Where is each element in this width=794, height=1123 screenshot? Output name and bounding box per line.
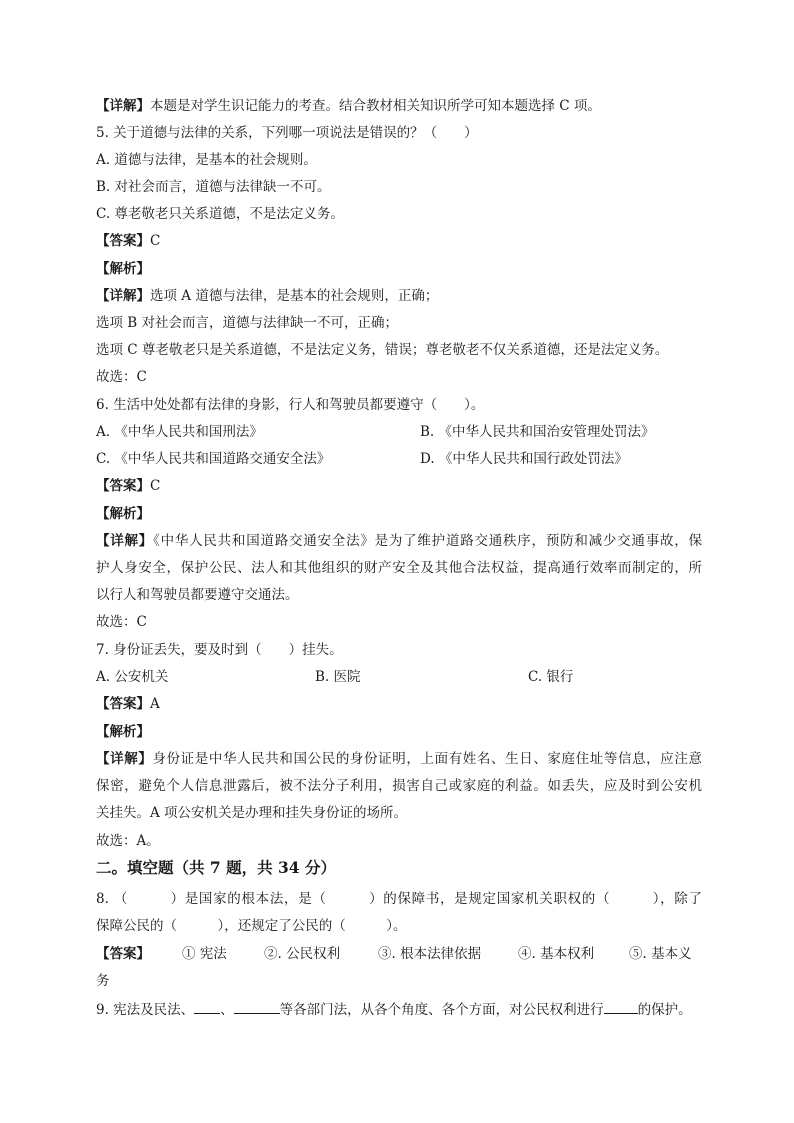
- q9-blank-3[interactable]: [604, 1000, 638, 1014]
- q6-answer: 【答案】C: [96, 478, 161, 494]
- q8-answer-2: ②. 公民权利: [264, 946, 341, 962]
- q6-option-b: B. 《中华人民共和国治安管理处罚法》: [420, 424, 655, 440]
- q5-answer: 【答案】C: [96, 233, 161, 249]
- q7-option-c: C. 银行: [528, 669, 574, 685]
- q5-detail-1: 【详解】选项 A 道德与法律，是基本的社会规则，正确；: [96, 288, 439, 304]
- q9-stem: 9. 宪法及民法、 、 等各部门法，从各个角度、各个方面，对公民权利进行 的保护。: [96, 1002, 692, 1018]
- q5-option-c: C. 尊老敬老只关系道德，不是法定义务。: [96, 206, 344, 222]
- q4-detail: 【详解】本题是对学生识记能力的考查。结合教材相关知识所学可知本题选择 C 项。: [96, 98, 601, 114]
- q8-answer-4: ④. 基本权利: [518, 946, 595, 962]
- q5-analysis-label: 【解析】: [96, 261, 150, 277]
- q8-stem-1: 8. （ ）是国家的根本法，是（ ）的保障书，是规定国家机关职权的（ ），除了: [96, 891, 702, 907]
- q5-option-a: A. 道德与法律，是基本的社会规则。: [96, 152, 317, 168]
- q7-detail-3: 关挂失。A 项公安机关是办理和挂失身份证的场所。: [96, 805, 408, 821]
- q8-answer: 【答案】 ① 宪法 ②. 公民权利 ③. 根本法律依据 ④. 基本权利 ⑤. 基本义: [96, 946, 692, 962]
- q5-detail-2: 选项 B 对社会而言，道德与法律缺一不可，正确；: [96, 315, 399, 331]
- q6-detail-3: 以行人和驾驶员都要遵守交通法。: [96, 587, 299, 603]
- q7-options-row: [96, 668, 702, 686]
- q6-analysis-label: 【解析】: [96, 506, 150, 522]
- q5-stem: 5. 关于道德与法律的关系，下列哪一项说法是错误的？（ ）: [96, 125, 478, 141]
- q9-blank-2[interactable]: [234, 1000, 280, 1014]
- q9-blank-1[interactable]: [194, 1000, 220, 1014]
- q6-choose: 故选：C: [96, 614, 147, 630]
- q6-detail-1: 【详解】《中华人民共和国道路交通安全法》是为了维护道路交通秩序，预防和减少交通事故，保: [96, 533, 703, 549]
- q8-answer-5: ⑤. 基本义: [629, 946, 692, 962]
- section-heading-fill-in: 二。填空题（共 7 题，共 34 分）: [96, 858, 336, 877]
- q7-detail-1: 【详解】身份证是中华人民共和国公民的身份证明，上面有姓名、生日、家庭住址等信息，应注意: [96, 751, 703, 767]
- q5-option-b: B. 对社会而言，道德与法律缺一不可。: [96, 179, 331, 195]
- q7-analysis-label: 【解析】: [96, 724, 150, 740]
- q7-answer: 【答案】A: [96, 696, 160, 712]
- q6-option-a: A. 《中华人民共和国刑法》: [96, 424, 263, 440]
- q6-options-row-1: [96, 423, 702, 441]
- q7-detail-2: 保密，避免个人信息泄露后，被不法分子利用，损害自己或家庭的利益。如丢失，应及时到公安机: [96, 778, 702, 794]
- q6-options-row-2: [96, 450, 702, 468]
- q7-option-b: B. 医院: [315, 669, 361, 685]
- q5-choose: 故选：C: [96, 369, 147, 385]
- q8-answer-3: ③. 根本法律依据: [378, 946, 482, 962]
- q6-stem: 6. 生活中处处都有法律的身影，行人和驾驶员都要遵守（ ）。: [96, 397, 485, 413]
- q7-choose: 故选：A。: [96, 833, 160, 849]
- q7-stem: 7. 身份证丢失，要及时到（ ）挂失。: [96, 642, 343, 658]
- q8-stem-2: 保障公民的（ ），还规定了公民的（ ）。: [96, 918, 407, 934]
- q8-answer-wrap: 务: [96, 973, 110, 989]
- q5-detail-3: 选项 C 尊老敬老只是关系道德，不是法定义务，错误；尊老敬老不仅关系道德，还是法定义务。: [96, 342, 669, 358]
- q6-detail-2: 护人身安全，保护公民、法人和其他组织的财产安全及其他合法权益，提高通行效率而制定的，所: [96, 560, 702, 576]
- q6-option-d: D. 《中华人民共和国行政处罚法》: [420, 451, 628, 467]
- q7-option-a: A. 公安机关: [96, 669, 169, 685]
- q8-answer-1: ① 宪法: [182, 946, 227, 962]
- q6-option-c: C. 《中华人民共和国道路交通安全法》: [96, 451, 331, 467]
